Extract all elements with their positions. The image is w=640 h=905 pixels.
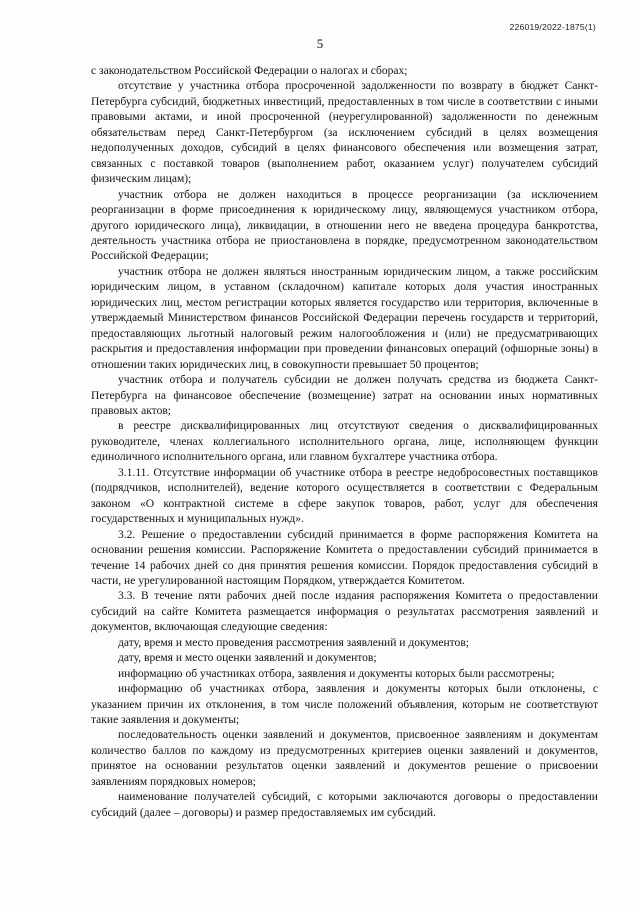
list-item-review-date: дату, время и место проведения рассмотрения заявлений и документов;	[118, 636, 469, 649]
document-body	[91, 64, 598, 821]
paragraph-no-overdue-debt: отсутствие у участника отбора просроченной задолженности по возврату в бюджет Санкт-Петербурга субсидий, бюджетных инвестиций, предоставленных в том числе в соответствии с иными правовыми актами, и иной просроченной (неурегулированной) задолженности по денежным обязательствам перед Санкт-Петербургом (за исключением субсидий в целях возмещения недополученных доходов, субсидий в целях финансового обеспечения или возмещения затрат, связанных с поставкой товаров (выполнением работ, оказанием услуг) получателем субсидий физическим лицам);	[91, 80, 598, 186]
paragraph-disqualified-registry: в реестре дисквалифицированных лиц отсутствуют сведения о дисквалифицированных руководителе, членах коллегиального исполнительного органа, лице, исполняющем функции единоличного исполнительного органа, или главном бухгалтере участника отбора.	[91, 420, 598, 464]
list-item-recipients: наименование получателей субсидий, с которыми заключаются договоры о предоставлении субсидий (далее – договоры) и размер предоставляемых им субсидий.	[91, 791, 598, 819]
list-item-evaluation-sequence: последовательность оценки заявлений и документов, присвоенное заявлениям и документам количество баллов по каждому из предусмотренных критериев оценки заявлений и документов, принятое на основании результатов оценки заявлений и документов решение о присвоении заявлениям порядковых номеров;	[91, 729, 598, 788]
paragraph-3-1-11: 3.1.11. Отсутствие информации об участнике отбора в реестре недобросовестных поставщиков (подрядчиков, исполнителей), ведение которого осуществляется в соответствии с Федеральным законом «О контрактной системе в сфере закупок товаров, работ, услуг для обеспечения государственных и муниципальных нужд».	[91, 466, 598, 526]
list-item-rejected-participants: информацию об участниках отбора, заявления и документы которых были отклонены, с указанием причин их отклонения, в том числе положений объявления, которым не соответствуют такие заявления и документы;	[91, 683, 598, 727]
paragraph-3-3: 3.3. В течение пяти рабочих дней после издания распоряжения Комитета о предоставлении субсидий на сайте Комитета размещается информация о результатах рассмотрения заявлений и документов, включающая следующие сведения:	[91, 590, 598, 634]
list-item-reviewed-participants: информацию об участниках отбора, заявления и документы которых были рассмотрены;	[118, 667, 555, 680]
paragraph-3-2: 3.2. Решение о предоставлении субсидий принимается в форме распоряжения Комитета на основании решения комиссии. Распоряжение Комитета о предоставлении субсидий принимается в течение 14 рабочих дней со дня принятия решения комиссии. Порядок предоставления субсидий в части, не урегулированной настоящим Порядком, утверждается Комитетом.	[91, 528, 598, 587]
paragraph-no-reorganization: участник отбора не должен находиться в процессе реорганизации (за исключением реорганизации в форме присоединения к юридическому лицу, являющемуся участником отбора, другого юридического лица), ликвидации, в отношении него не введена процедура банкротства, деятельность участника отбора не приостановлена в порядке, предусмотренном законодательством Российской Федерации;	[91, 188, 598, 263]
page-number: 5	[316, 36, 324, 51]
paragraph-no-other-funds: участник отбора и получатель субсидии не должен получать средства из бюджета Санкт-Петербурга на финансовое обеспечение (возмещение) затрат на основании иных нормативных правовых актов;	[91, 374, 598, 417]
list-item-evaluation-date: дату, время и место оценки заявлений и документов;	[118, 652, 377, 665]
paragraph-not-foreign-entity: участник отбора не должен являться иностранным юридическим лицом, а также российским юридическим лицом, в уставном (складочном) капитале которых доля участия иностранных юридических лиц, местом регистрации которых является государство или территория, включенные в утверждаемый Министерством финансов Российской Федерации перечень государств и территорий, предоставляющих льготный налоговый режим налогообложения и (или) не предусматривающих раскрытия и предоставления информации при проведении финансовых операций (офшорные зоны) в отношении таких юридических лиц, в совокупности превышает 50 процентов;	[91, 265, 598, 371]
paragraph-taxes-continuation: с законодательством Российской Федерации о налогах и сборах;	[91, 65, 408, 77]
document-id: 226019/2022-1875(1)	[509, 22, 596, 32]
